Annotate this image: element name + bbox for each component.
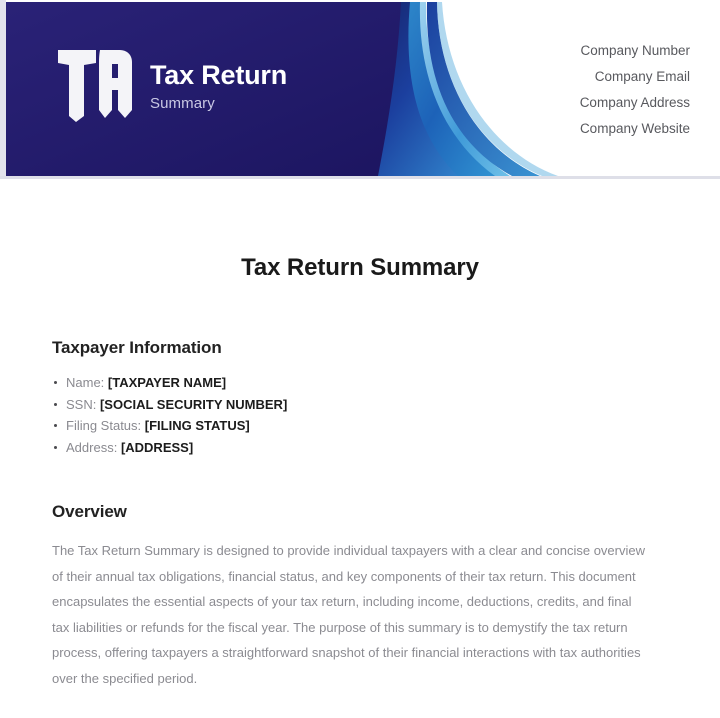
list-item (52, 415, 668, 437)
company-info-block (580, 38, 690, 142)
field-label: Address: (66, 439, 118, 455)
field-value: [ADDRESS] (120, 439, 194, 455)
company-number: Company Number (580, 43, 690, 58)
brand-logo (56, 48, 287, 124)
field-value: [SOCIAL SECURITY NUMBER] (99, 396, 288, 412)
overview-paragraph: The Tax Return Summary is designed to provide individual taxpayers with a clear and concise overview of their annual tax obligations, financial status, and key components of their tax return. This document encapsulates the essential aspects of your tax return, including income, deductions, credits, and final tax liabilities or refunds for the fiscal year. The purpose of this summary is to demystify the tax return process, offering taxpayers a straightforward snapshot of their financial interactions with tax authorities over the specified period. (52, 543, 645, 686)
list-item (52, 437, 668, 459)
list-item (52, 372, 668, 394)
overview-heading: Overview (52, 502, 127, 521)
document-header (0, 0, 720, 180)
header-bottom-rule (0, 176, 720, 179)
brand-title: Tax Return (150, 59, 288, 90)
taxpayer-information-list (52, 372, 668, 458)
company-website: Company Website (579, 121, 690, 136)
document-body (0, 254, 720, 691)
overview-section (52, 502, 668, 691)
page-title: Tax Return Summary (241, 254, 479, 281)
brand-logo-text (150, 59, 288, 112)
field-label: Filing Status: (66, 418, 142, 433)
taxpayer-information-heading: Taxpayer Information (52, 338, 222, 357)
field-value: [TAXPAYER NAME] (107, 375, 227, 390)
company-email: Company Email (594, 69, 690, 84)
taxpayer-information-section (52, 338, 668, 458)
company-address: Company Address (579, 95, 690, 110)
field-value: [FILING STATUS] (144, 418, 250, 433)
field-label: Name: (66, 375, 105, 390)
list-item (52, 394, 668, 416)
field-label: SSN: (66, 396, 97, 412)
brand-subtitle: Summary (150, 94, 215, 112)
ta-monogram-icon (56, 48, 134, 124)
